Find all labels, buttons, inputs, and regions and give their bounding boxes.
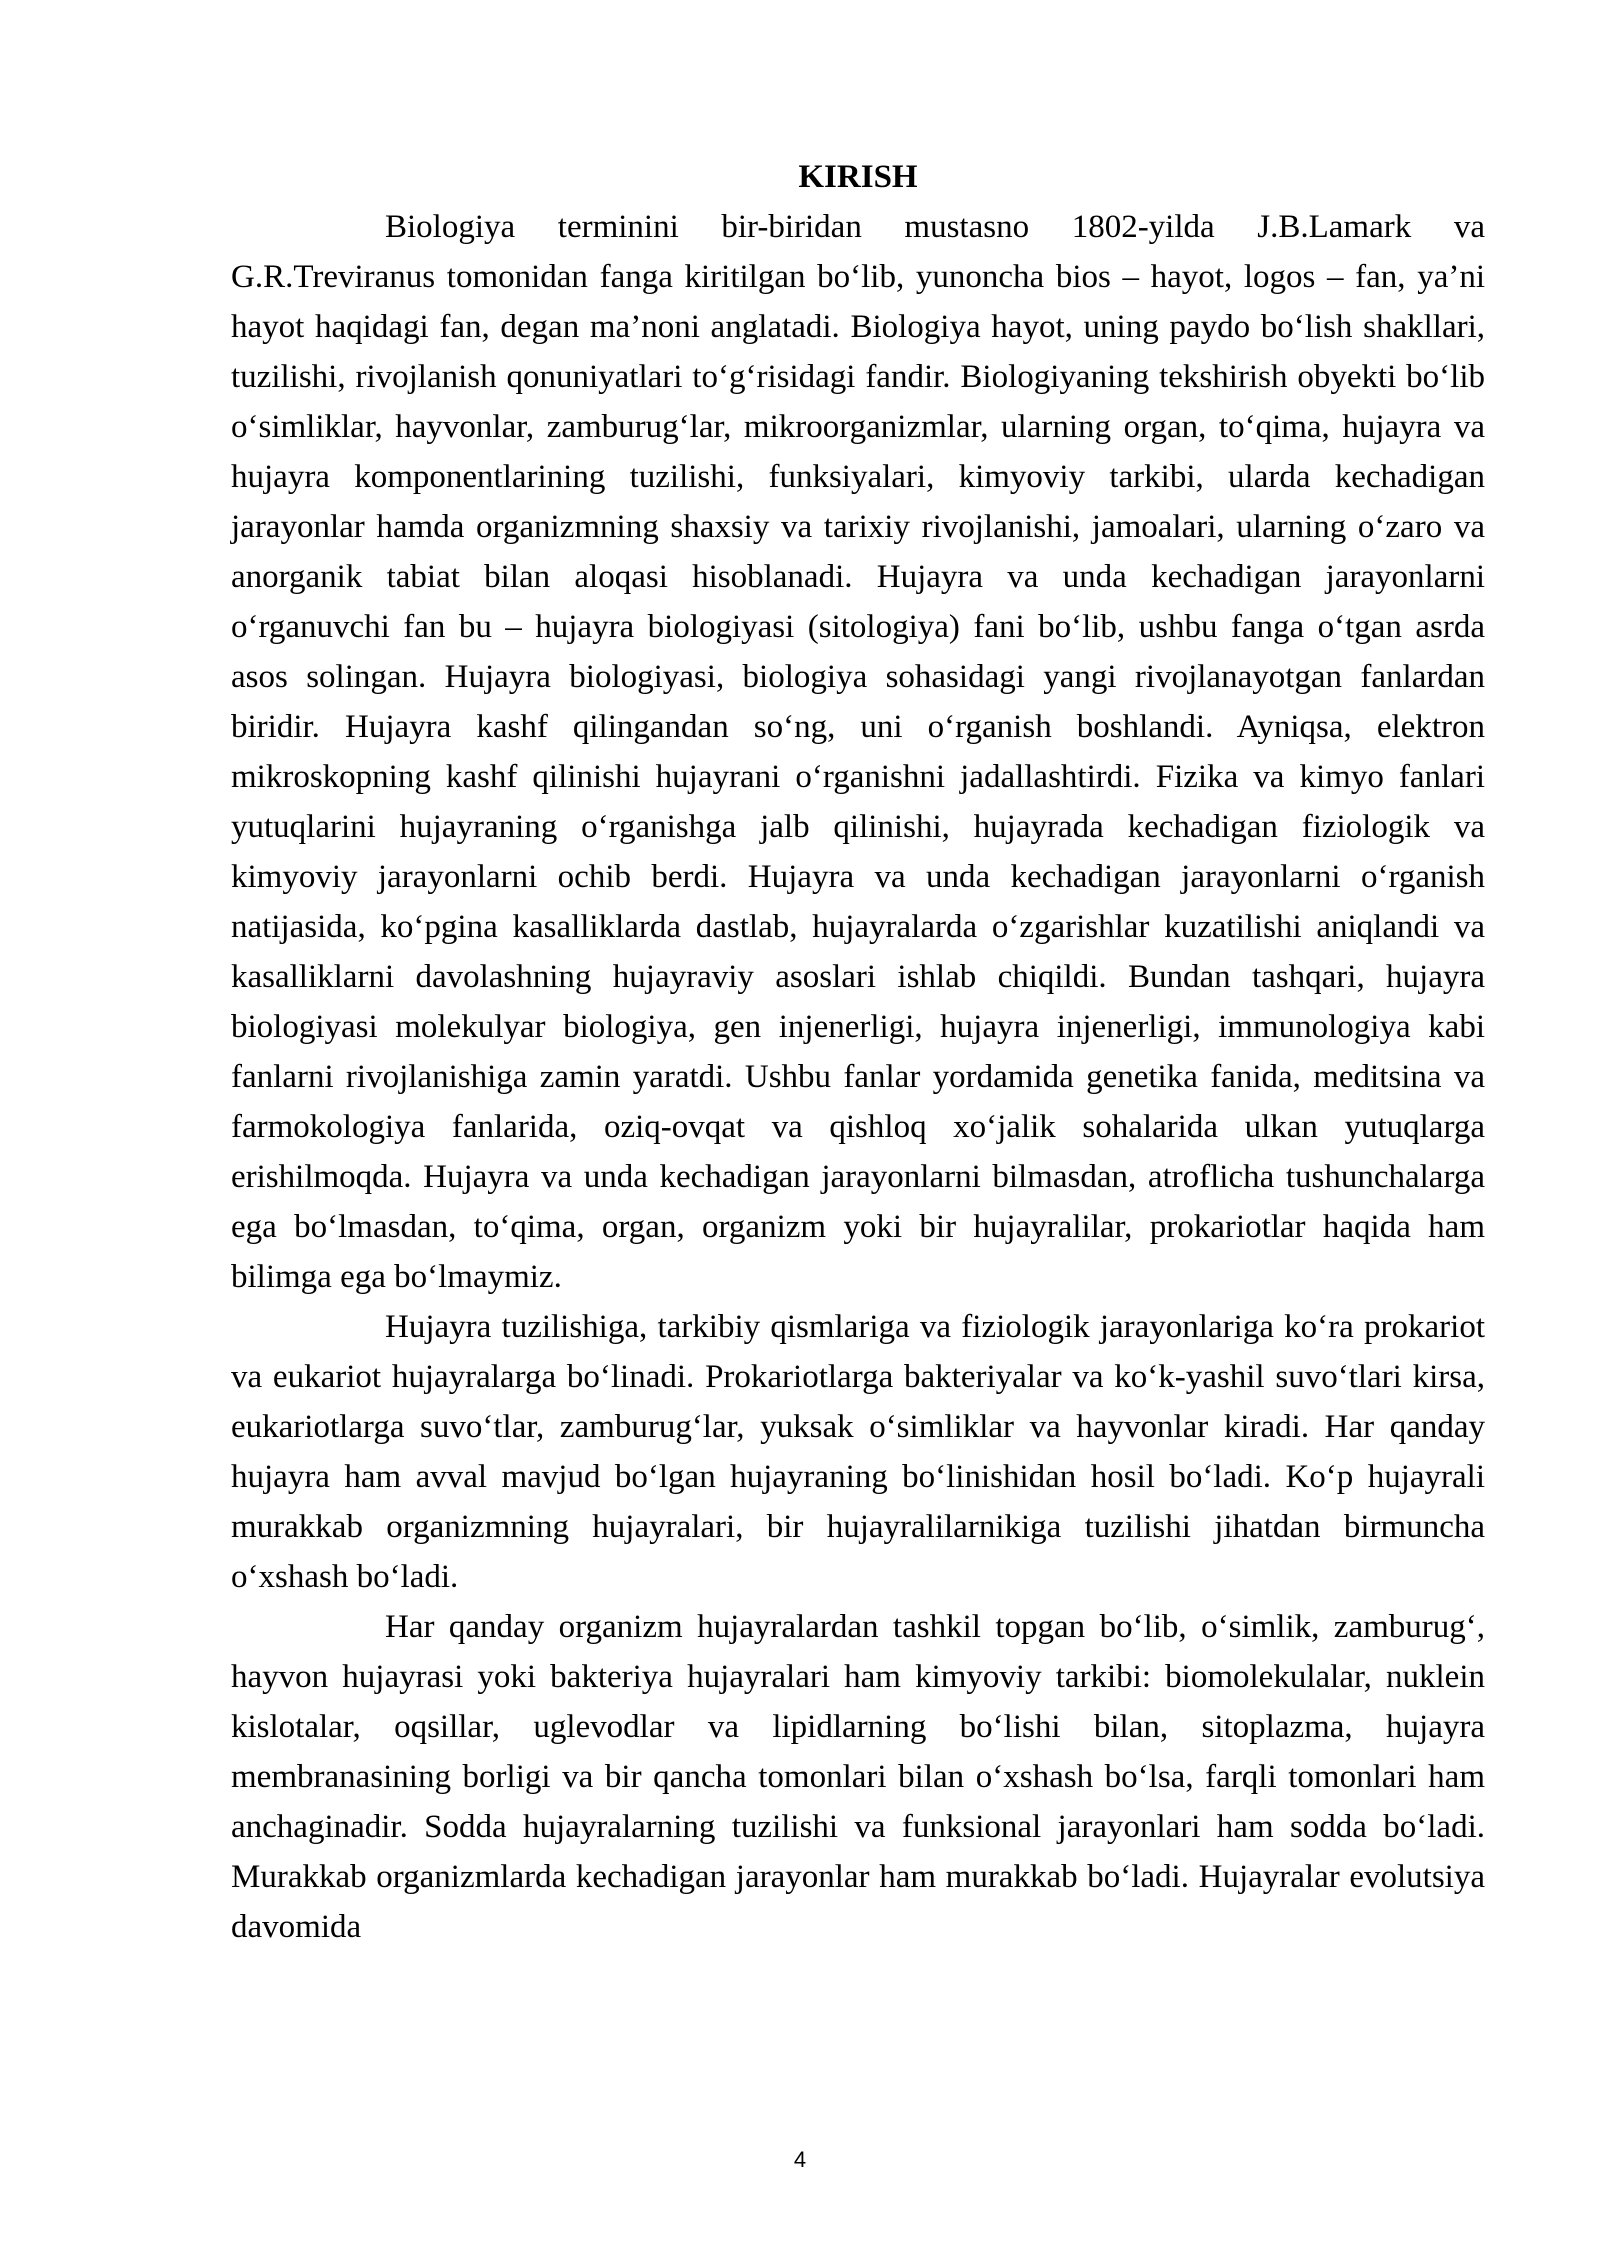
paragraph-cell-types: Hujayra tuzilishiga, tarkibiy qismlariga va fiziologik jarayonlariga ko‘ra prokariot va eukariot hujayralarga bo‘linadi. Prokariotlarga bakteriyalar va ko‘k-yashil suvo‘tlari kirsa, eukariotlarga suvo‘tlar, zamburug‘lar, yuksak o‘simliklar va hayvonlar kiradi. Har qanday hujayra ham avval mavjud bo‘lgan hujayraning bo‘linishidan hosil bo‘ladi. Ko‘p hujayrali murakkab organizmning hujayralari, bir hujayralilarnikiga tuzilishi jihatdan birmuncha o‘xshash bo‘ladi. xyxy=(231,1309,1485,1595)
page-content xyxy=(231,152,1485,1952)
page-number: 4 xyxy=(793,2147,807,2172)
paragraph-cell-composition: Har qanday organizm hujayralardan tashkil topgan bo‘lib, o‘simlik, zamburug‘, hayvon hujayrasi yoki bakteriya hujayralari ham kimyoviy tarkibi: biomolekulalar, nuklein kislotalar, oqsillar, uglevodlar va lipidlarning bo‘lishi bilan, sitoplazma, hujayra membranasining borligi va bir qancha tomonlari bilan o‘xshash bo‘lsa, farqli tomonlari ham anchaginadir. Sodda hujayralarning tuzilishi va funksional jarayonlari ham sodda bo‘ladi. Murakkab organizmlarda kechadigan jarayonlar ham murakkab bo‘ladi. Hujayralar evolutsiya davomida xyxy=(231,1609,1485,1945)
paragraph-intro: Biologiya terminini bir-biridan mustasno 1802-yilda J.B.Lamark va G.R.Treviranus tomonidan fanga kiritilgan bo‘lib, yunoncha bios – hayot, logos – fan, ya’ni hayot haqidagi fan, degan ma’noni anglatadi. Biologiya hayot, uning paydo bo‘lish shakllari, tuzilishi, rivojlanish qonuniyatlari to‘g‘risidagi fandir. Biologiyaning tekshirish obyekti bo‘lib o‘simliklar, hayvonlar, zamburug‘lar, mikroorganizmlar, ularning organ, to‘qima, hujayra va hujayra komponentlarining tuzilishi, funksiyalari, kimyoviy tarkibi, ularda kechadigan jarayonlar hamda organizmning shaxsiy va tarixiy rivojlanishi, jamoalari, ularning o‘zaro va anorganik tabiat bilan aloqasi hisoblanadi. Hujayra va unda kechadigan jarayonlarni o‘rganuvchi fan bu – hujayra biologiyasi (sitologiya) fani bo‘lib, ushbu fanga o‘tgan asrda asos solingan. Hujayra biologiyasi, biologiya sohasidagi yangi rivojlanayotgan fanlardan biridir. Hujayra kashf qilingandan so‘ng, uni o‘rganish boshlandi. Ayniqsa, elektron mikroskopning kashf qilinishi hujayrani o‘rganishni jadallashtirdi. Fizika va kimyo fanlari yutuqlarini hujayraning o‘rganishga jalb qilinishi, hujayrada kechadigan fiziologik va kimyoviy jarayonlarni ochib berdi. Hujayra va unda kechadigan jarayonlarni o‘rganish natijasida, ko‘pgina kasalliklarda dastlab, hujayralarda o‘zgarishlar kuzatilishi aniqlandi va kasalliklarni davolashning hujayraviy asoslari ishlab chiqildi. Bundan tashqari, hujayra biologiyasi molekulyar biologiya, gen injenerligi, hujayra injenerligi, immunologiya kabi fanlarni rivojlanishiga zamin yaratdi. Ushbu fanlar yordamida genetika fanida, meditsina va farmokologiya fanlarida, oziq-ovqat va qishloq xo‘jalik sohalarida ulkan yutuqlarga erishilmoqda. Hujayra va unda kechadigan jarayonlarni bilmasdan, atroflicha tushunchalarga ega bo‘lmasdan, to‘qima, organ, organizm yoki bir hujayralilar, prokariotlar haqida ham bilimga ega bo‘lmaymiz. xyxy=(231,209,1485,1295)
section-title: KIRISH xyxy=(798,159,918,195)
